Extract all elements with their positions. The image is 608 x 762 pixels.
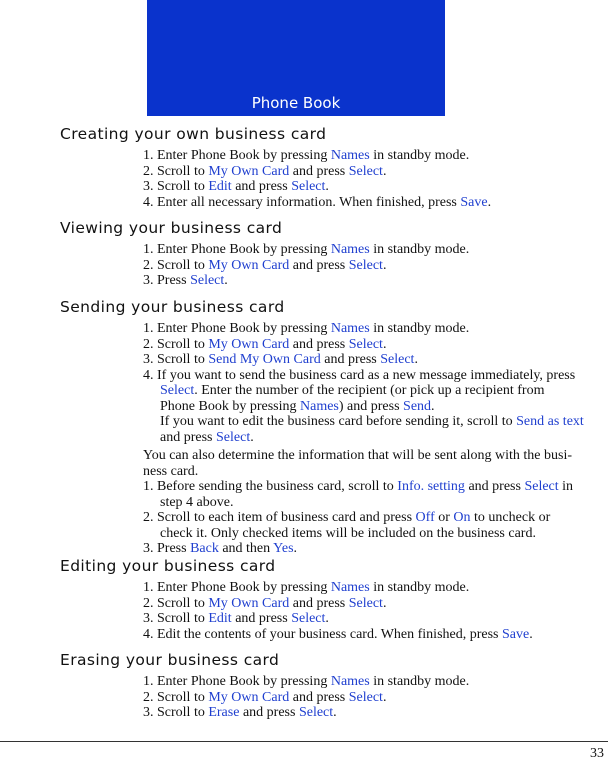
menu-send-my-own-card: Send My Own Card — [208, 352, 321, 367]
key-send: Send — [403, 398, 432, 414]
step: 2. Scroll to My Own Card and press Select. — [143, 257, 387, 273]
step-line: 1. Before sending the business card, scroll to Info. setting and press Select in — [143, 479, 574, 494]
key-select: Select — [380, 352, 415, 367]
key-on: On — [453, 510, 471, 525]
section-heading-erasing: Erasing your business card — [60, 651, 280, 669]
step-line: Phone Book by pressing Names) and press Send. — [160, 398, 435, 414]
step: 1. Enter Phone Book by pressing Names in standby mode. — [143, 321, 470, 336]
key-select: Select — [348, 336, 383, 352]
step: 3. Scroll to Edit and press Select. — [143, 611, 329, 626]
step — [143, 479, 605, 510]
section-heading-editing: Editing your business card — [60, 557, 276, 575]
step: 1. Enter Phone Book by pressing Names in standby mode. — [143, 242, 470, 257]
step: 1. Enter Phone Book by pressing Names in standby mode. — [143, 674, 470, 689]
menu-send-as-text: Send as text — [516, 414, 584, 429]
steps-creating — [143, 148, 605, 210]
menu-edit: Edit — [208, 611, 232, 626]
banner-title: Phone Book — [251, 94, 341, 112]
step-line: If you want to edit the business card before sending it, scroll to Send as text — [160, 414, 584, 429]
paragraph-line: You can also determine the information that will be sent along with the busi- — [143, 448, 572, 463]
step: 3. Press Select. — [143, 273, 228, 288]
key-save: Save — [502, 626, 530, 642]
info-paragraph — [143, 448, 605, 479]
step: 3. Scroll to Edit and press Select. — [143, 179, 329, 194]
menu-info-setting: Info. setting — [397, 479, 465, 494]
page-number: 33 — [590, 746, 604, 761]
step: 2. Scroll to My Own Card and press Select. — [143, 163, 387, 179]
menu-edit: Edit — [208, 179, 232, 194]
key-select: Select — [298, 705, 334, 720]
key-names: Names — [330, 674, 370, 689]
key-select: Select — [291, 611, 326, 626]
key-names: Names — [330, 321, 370, 336]
paragraph-line: ness card. — [143, 463, 199, 479]
key-select: Select — [348, 163, 383, 179]
step: 2. Scroll to My Own Card and press Select. — [143, 336, 387, 352]
steps-erasing — [143, 674, 605, 721]
section-heading-sending: Sending your business card — [60, 298, 285, 316]
menu-my-own-card: My Own Card — [208, 257, 290, 273]
steps-viewing — [143, 242, 605, 289]
step-line: check it. Only checked items will be included on the business card. — [160, 525, 536, 541]
key-select: Select — [291, 179, 326, 194]
step — [143, 368, 605, 446]
step: 2. Scroll to My Own Card and press Select. — [143, 689, 387, 705]
menu-my-own-card: My Own Card — [208, 689, 290, 705]
footer-divider — [0, 741, 608, 742]
step — [143, 510, 605, 541]
section-heading-viewing: Viewing your business card — [60, 219, 283, 237]
step: 4. Enter all necessary information. When finished, press Save. — [143, 194, 492, 210]
key-off: Off — [415, 510, 435, 525]
step: 3. Scroll to Erase and press Select. — [143, 705, 337, 720]
key-select: Select — [160, 383, 195, 398]
key-names: Names — [330, 148, 370, 163]
steps-editing — [143, 580, 605, 642]
key-select: Select — [348, 257, 383, 273]
step: 4. Edit the contents of your business card. When finished, press Save. — [143, 626, 533, 642]
key-select: Select — [348, 595, 383, 611]
phone-book-banner — [147, 0, 445, 116]
key-select: Select — [348, 689, 383, 705]
step: 3. Scroll to Send My Own Card and press Select. — [143, 352, 418, 367]
section-heading-creating: Creating your own business card — [60, 125, 327, 143]
step-line: 4. If you want to send the business card as a new message immediately, press — [143, 367, 576, 383]
step: 1. Enter Phone Book by pressing Names in standby mode. — [143, 580, 470, 595]
menu-my-own-card: My Own Card — [208, 595, 290, 611]
step-line: step 4 above. — [160, 494, 234, 510]
menu-my-own-card: My Own Card — [208, 336, 290, 352]
key-save: Save — [460, 194, 488, 210]
step-line: Select. Enter the number of the recipient (or pick up a recipient from — [160, 383, 545, 398]
menu-erase: Erase — [208, 705, 240, 720]
key-select: Select — [190, 273, 225, 288]
step: 3. Press Back and then Yes. — [143, 541, 298, 556]
key-yes: Yes — [273, 541, 294, 556]
key-names: Names — [300, 398, 339, 414]
step: 2. Scroll to My Own Card and press Select. — [143, 595, 387, 611]
key-select: Select — [524, 479, 559, 494]
key-names: Names — [330, 242, 370, 257]
key-back: Back — [190, 541, 219, 556]
step-line: 2. Scroll to each item of business card and press Off or On to uncheck or — [143, 510, 551, 525]
steps-sending — [143, 321, 605, 557]
key-select: Select — [216, 429, 251, 445]
menu-my-own-card: My Own Card — [208, 163, 290, 179]
step: 1. Enter Phone Book by pressing Names in standby mode. — [143, 148, 470, 163]
key-names: Names — [330, 580, 370, 595]
step-line: and press Select. — [160, 429, 254, 445]
